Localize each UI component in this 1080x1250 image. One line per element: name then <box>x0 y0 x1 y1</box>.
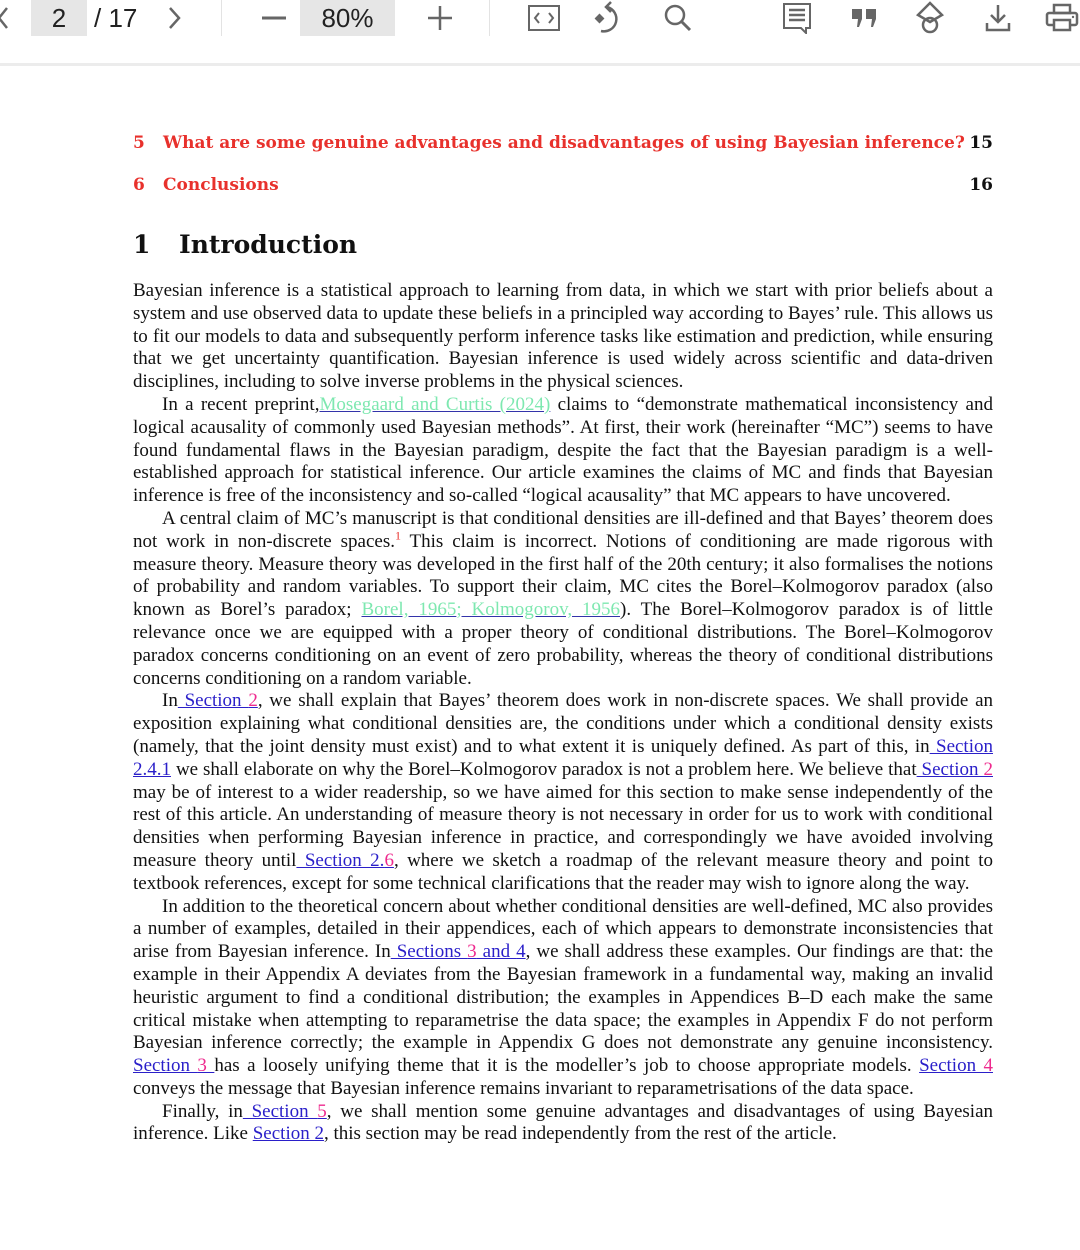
paragraph: Bayesian inference is a statistical approach to learning from data, in which we start with prior beliefs about a system and use observed data to update these beliefs in a principled way according to Bayes’ rule. This allows us to fit our models to data and subsequently perform inference tasks like estimation and prediction, while ensuring that we get uncertainty quantification. Bayesian inference is used widely across scientific and data-driven disciplines, including to solve inverse problems in the physical sciences. <box>133 280 993 393</box>
section-link[interactable] <box>391 941 477 962</box>
text-run: ; <box>456 599 472 621</box>
text-run: , we shall address these examples. Our findings are that: the example in their Appendix A deviates from the Bayesian framework in a fundamental way, making an invalid heuristic argument to find a conditional distribution; the examples in Appendices B–D each make the same critical mistake when attempting to reparametrise the data space; the examples in Appendix F do not perform Bayesian inference correctly; the example in Appendix G does not demonstrate any genuine inconsistency. <box>133 941 994 1054</box>
search-icon <box>663 3 693 33</box>
text-run: has a loosely unifying theme that it is the modeller’s job to choose appropriate models. <box>214 1055 920 1077</box>
shape-annotate-icon <box>915 1 945 35</box>
fit-page-icon <box>527 4 561 32</box>
minus-icon <box>261 5 287 31</box>
link-text: Section <box>242 1100 318 1122</box>
text-run: , where we sketch a roadmap of the relevant measure theory and point to textbook references, except for some technical clarifications that the reader may wish to ignore along the way. <box>133 849 993 894</box>
paragraph <box>133 896 993 1101</box>
text-run: , we shall explain that Bayes’ theorem does work in non-discrete spaces. We shall provide an exposition explaining what conditional densities are, the conditions under which a conditional density exists (namely, that the joint density must exist) and to what extent it is uniquely defined. As part of this, in <box>133 690 993 757</box>
citation-link[interactable]: Kolmogorov, 1956 <box>471 599 621 621</box>
link-text: Sections <box>390 941 468 963</box>
link-number: 6 <box>384 849 394 871</box>
toc-entry-title[interactable]: What are some genuine advantages and disadvantages of using Bayesian inference? <box>163 133 965 153</box>
text-run: we shall elaborate on why the Borel–Kolmogorov paradox is not a problem here. We believe that <box>171 758 917 780</box>
comments-button[interactable] <box>778 0 818 36</box>
citations-button[interactable] <box>845 0 885 36</box>
section-link[interactable] <box>919 1055 993 1076</box>
comments-icon <box>782 2 814 34</box>
link-text: Section <box>919 1055 984 1077</box>
toc-entry-page: 15 <box>969 133 993 153</box>
print-icon <box>1045 3 1079 33</box>
citation-link[interactable]: Mosegaard and Curtis (2024) <box>319 393 551 415</box>
toc-entry[interactable] <box>133 175 993 195</box>
prev-page-button[interactable] <box>0 0 14 36</box>
link-text: Section <box>252 1123 315 1145</box>
toolbar-divider <box>489 0 490 36</box>
link-number: 2 <box>314 1123 324 1145</box>
chevron-left-icon <box>0 5 11 31</box>
paragraph <box>133 394 993 508</box>
paragraph <box>133 690 993 895</box>
section-title: Introduction <box>179 230 358 259</box>
download-button[interactable] <box>978 0 1018 36</box>
text-run: In <box>162 690 178 712</box>
link-number: 4 <box>516 941 526 963</box>
chevron-right-icon <box>166 5 182 31</box>
toolbar-divider <box>221 0 222 36</box>
section-link[interactable] <box>133 1055 214 1076</box>
text-run: , we shall mention some genuine advantages and disadvantages of using Bayesian inference. Like <box>133 1100 993 1145</box>
rotate-button[interactable] <box>590 0 630 36</box>
fit-page-button[interactable] <box>524 0 564 36</box>
zoom-in-button[interactable] <box>422 0 458 36</box>
link-number: 5 <box>317 1100 327 1122</box>
footnote-marker[interactable]: 1 <box>394 528 401 543</box>
link-text: Section 2. <box>296 849 385 871</box>
text-run: may be of interest to a wider readership, so we have aimed for this section to make sense independently of the rest of this article. An understanding of measure theory is not necessary in order for us to work with conditional densities when performing Bayesian inference in practice, and correspondingly we have avoided involving measure theory until <box>133 781 993 871</box>
zoom-level-input[interactable]: 80% <box>300 0 395 36</box>
toc-entry-number: 6 <box>133 175 145 195</box>
toc-entry-page: 16 <box>969 175 993 195</box>
text-run: Finally, in <box>162 1100 243 1122</box>
text-run: , this section may be read independently from the rest of the article. <box>323 1123 837 1145</box>
link-number: 4 <box>983 1055 993 1077</box>
link-number: 2 <box>248 690 258 712</box>
zoom-out-button[interactable] <box>256 0 292 36</box>
toc-entry-title[interactable]: Conclusions <box>163 175 279 195</box>
text-run: In a recent preprint, <box>162 393 320 415</box>
annotate-button[interactable] <box>910 0 950 36</box>
link-text: and <box>476 941 517 963</box>
section-link[interactable] <box>243 1101 327 1122</box>
section-link[interactable] <box>477 941 526 962</box>
citations-icon <box>850 5 880 31</box>
pdf-toolbar <box>0 0 1080 66</box>
link-text: Section <box>133 1055 198 1077</box>
link-text: Section <box>177 690 249 712</box>
plus-icon <box>427 5 453 31</box>
section-link[interactable] <box>178 690 258 711</box>
toc-entry-number: 5 <box>133 133 145 153</box>
text-run: ). The Borel–Kolmogorov paradox is of little relevance once we are equipped with a proper theory of conditional distributions. The Borel–Kolmogorov paradox concerns conditioning on an event of zero probability, whereas the theory of conditional distributions concerns conditioning on a random variable. <box>133 599 993 689</box>
link-number: 2 <box>983 758 993 780</box>
text-run: claims to “demonstrate mathematical inconsistency and logical acausality of commonly used Bayesian methods”. At first, their work (hereinafter “MC”) seems to have found fundamental flaws in the Bayesian paradigm, despite the fact that the Bayesian paradigm is a well-established approach for statistical inference. Our article examines the claims of MC and finds that Bayesian inference is free of the inconsistency and so-called “logical acausality” that MC appears to have uncovered. <box>133 393 993 507</box>
search-button[interactable] <box>658 0 698 36</box>
download-icon <box>984 3 1012 33</box>
paragraph <box>133 1101 993 1147</box>
text-run: A central claim of MC’s manuscript is that conditional densities are ill-defined and that Bayes’ theorem does not work in non-discrete spaces. <box>133 507 993 552</box>
text-run: In addition to the theoretical concern about whether conditional densities are well-defined, MC also provides a number of examples, detailed in their appendices, each of which appears to demonstrate inconsistencies that arise from Bayesian inference. In <box>133 895 993 963</box>
link-number: 3 <box>467 941 477 963</box>
section-link[interactable] <box>917 759 993 780</box>
section-number: 1 <box>133 230 151 259</box>
next-page-button[interactable] <box>160 0 188 36</box>
link-number: 3 <box>197 1055 215 1077</box>
text-run: conveys the message that Bayesian inference remains invariant to reparametrisations of the data space. <box>133 1077 914 1099</box>
rotate-icon <box>593 1 627 35</box>
toc-entry[interactable] <box>133 133 993 153</box>
text-run: This claim is incorrect. Notions of conditioning are made rigorous with measure theory. Measure theory was developed in the first half of the 20th century; it also formalises the notions of probability and random variables. To support their claim, MC cites the Borel–Kolmogorov paradox (also known as Borel’s paradox; <box>133 530 993 621</box>
page-number-input[interactable]: 2 <box>31 0 87 36</box>
section-link[interactable] <box>253 1123 324 1144</box>
paragraph <box>133 508 993 690</box>
section-link[interactable] <box>296 850 394 871</box>
link-number: 2.4.1 <box>133 758 171 780</box>
print-button[interactable] <box>1042 0 1080 36</box>
body-text <box>133 280 993 1146</box>
link-text: Section <box>929 735 993 757</box>
citation-link[interactable]: Borel, 1965 <box>361 599 457 621</box>
page-total: / 17 <box>94 2 138 33</box>
section-heading <box>133 230 357 259</box>
link-text: Section <box>916 758 984 780</box>
